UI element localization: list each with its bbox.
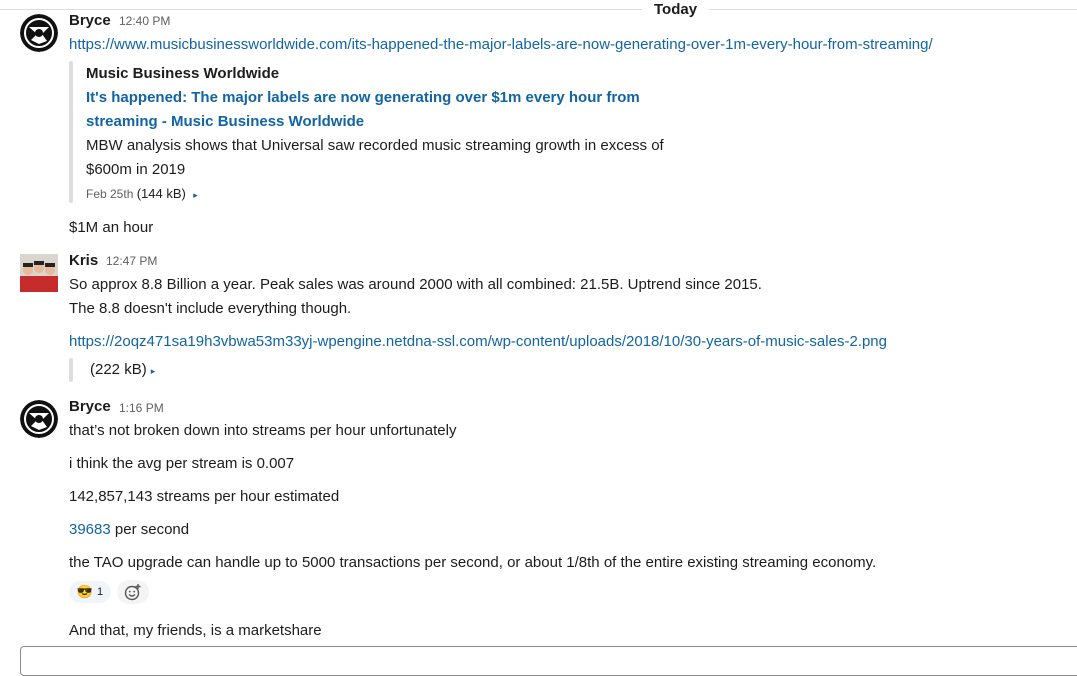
bryce-avatar[interactable]	[20, 14, 58, 52]
attachment-date: Feb 25th	[86, 187, 134, 201]
sunglasses-emoji-icon: 😎	[76, 584, 94, 599]
image-attachment-meta	[90, 359, 155, 382]
attachment-site-name[interactable]: Music Business Worldwide	[86, 65, 280, 82]
message-link[interactable]: https://2oqz471sa19h3vbwa53m33yj-wpengine.netdna-ssl.com/wp-content/uploads/2018/10/30-years-of-music-sales-2.png	[69, 333, 887, 350]
attachment-meta	[86, 183, 198, 206]
add-reaction-button[interactable]	[117, 580, 149, 604]
attachment-desc-line-1: MBW analysis shows that Universal saw recorded music streaming growth in excess of	[86, 137, 664, 154]
expand-caret-icon[interactable]: ▸	[150, 366, 156, 376]
message-text-line-3: 142,857,143 streams per hour estimated	[69, 488, 340, 505]
message-text-line-2: i think the avg per stream is 0.007	[69, 455, 295, 472]
message-composer-input[interactable]	[20, 646, 1077, 676]
message-author[interactable]: Bryce	[69, 398, 111, 415]
message-author[interactable]: Kris	[69, 252, 99, 269]
reaction-count: 1	[97, 586, 104, 598]
expand-caret-icon[interactable]: ▸	[193, 190, 198, 200]
message-text-line-1: So approx 8.8 Billion a year. Peak sales was around 2000 with all combined: 21.5B. Uptrend since 2015.	[69, 276, 762, 293]
message-text-line-4	[69, 519, 189, 541]
attachment-bar	[69, 61, 73, 203]
message-author[interactable]: Bryce	[69, 12, 111, 29]
attachment-desc-line-2: $600m in 2019	[86, 161, 186, 178]
day-divider-line	[0, 9, 1077, 10]
add-emoji-icon	[124, 583, 142, 601]
message-text-line-1: that’s not broken down into streams per hour unfortunately	[69, 422, 457, 439]
kris-avatar[interactable]	[20, 254, 58, 292]
phone-number-link[interactable]: 39683	[69, 521, 111, 538]
message-text-line-6: And that, my friends, is a marketshare	[69, 622, 322, 639]
attachment-bar	[69, 358, 73, 382]
message-timestamp[interactable]: 12:47 PM	[106, 254, 158, 268]
message-text: $1M an hour	[69, 219, 154, 236]
bryce-avatar[interactable]	[20, 400, 58, 438]
message-timestamp[interactable]: 12:40 PM	[119, 14, 171, 28]
message-link[interactable]: https://www.musicbusinessworldwide.com/its-happened-the-major-labels-are-now-generating-over-1m-every-hour-from-streaming/	[69, 36, 933, 53]
message-text-line-2: The 8.8 doesn't include everything though.	[69, 300, 352, 317]
per-second-text: per second	[110, 521, 190, 538]
message-text-line-5: the TAO upgrade can handle up to 5000 transactions per second, or about 1/8th of the entire existing streaming economy.	[69, 554, 877, 571]
image-size: (222 kB)	[90, 361, 147, 378]
attachment-size: (144 kB)	[136, 186, 186, 201]
attachment-title-line-1[interactable]: It's happened: The major labels are now generating over $1m every hour from	[86, 89, 640, 106]
message-timestamp[interactable]: 1:16 PM	[119, 401, 164, 415]
reaction-sunglasses[interactable]	[69, 581, 111, 603]
day-divider-label[interactable]: Today	[642, 0, 709, 20]
attachment-title-line-2[interactable]: streaming - Music Business Worldwide	[86, 113, 365, 130]
